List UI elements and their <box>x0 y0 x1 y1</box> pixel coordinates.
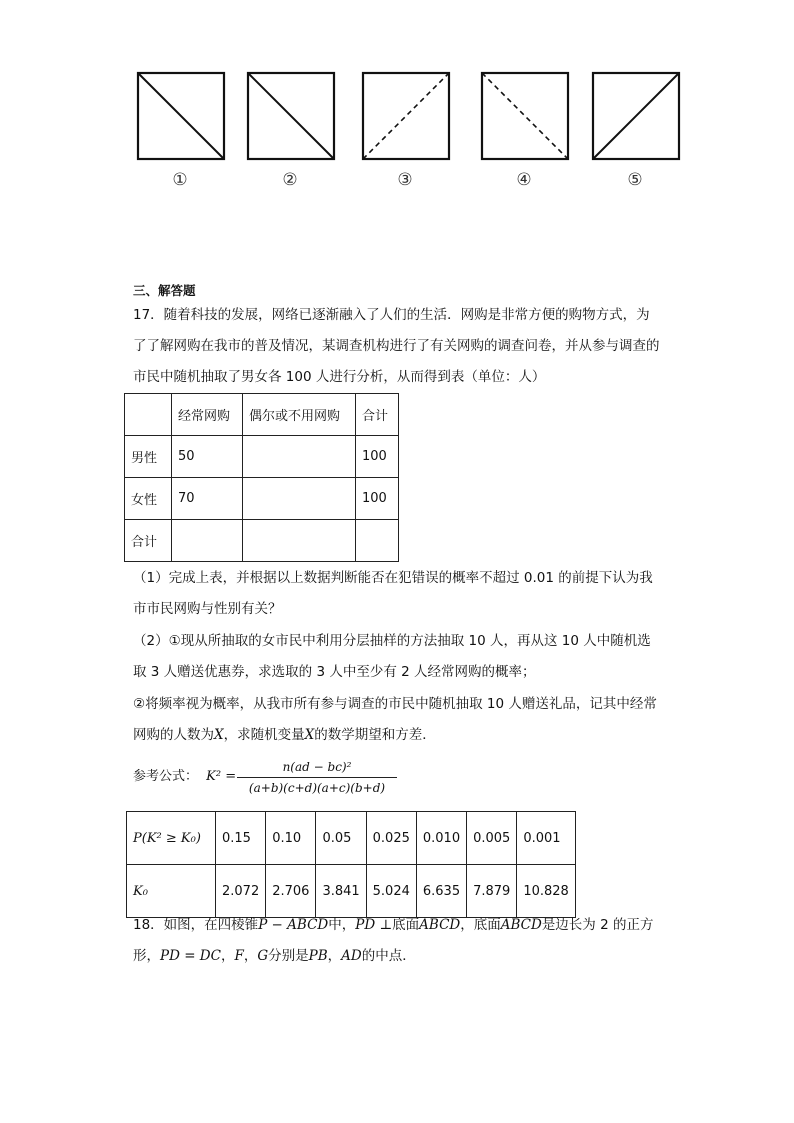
table-cell: 50 <box>172 436 243 478</box>
q18-fragment: ， <box>327 948 342 964</box>
table-cell: 2.706 <box>266 865 316 918</box>
q18-fragment: 中， <box>328 917 356 933</box>
formula-denominator: (a+b)(c+d)(a+c)(b+d) <box>248 781 386 795</box>
table-cell: 5.024 <box>366 865 416 918</box>
square-main-diagonal-solid <box>136 70 226 162</box>
square-figure-3 <box>361 70 453 190</box>
formula-fraction <box>237 760 397 795</box>
table-cell: 0.15 <box>216 812 266 865</box>
math-expr: AD <box>341 948 362 964</box>
table-cell: 3.841 <box>316 865 366 918</box>
table-cell <box>172 520 243 562</box>
row-label: K₀ <box>133 883 148 899</box>
table-row <box>127 812 576 865</box>
math-expr: ABCD <box>419 917 461 933</box>
critical-value-table <box>126 811 576 918</box>
row-label: P(K² ≥ K₀) <box>133 830 201 846</box>
figure-label: ③ <box>397 170 413 190</box>
square-figure-5 <box>591 70 683 190</box>
table-cell <box>125 394 172 436</box>
math-expr: PD ⊥ <box>355 917 393 933</box>
math-expr: PB <box>308 948 328 964</box>
table-cell: 6.635 <box>416 865 466 918</box>
formula-lhs: K² = <box>206 769 237 784</box>
table-cell: 合计 <box>125 520 172 562</box>
q18-fragment: 分别是 <box>268 948 309 964</box>
table-cell <box>243 436 356 478</box>
square-figure-2 <box>246 70 338 190</box>
math-var: F <box>234 948 244 964</box>
square-figure-1 <box>136 70 228 190</box>
survey-table <box>124 393 399 562</box>
figure-label: ④ <box>516 170 532 190</box>
table-cell: 女性 <box>125 478 172 520</box>
table-row <box>125 436 399 478</box>
table-header: 经常网购 <box>172 394 243 436</box>
table-row <box>125 394 399 436</box>
q18-fragment: 底面 <box>392 917 420 933</box>
table-cell: 10.828 <box>517 865 576 918</box>
q18-fragment: 是边长为 2 的正方形， <box>133 917 654 964</box>
q18-fragment: ，底面 <box>460 917 501 933</box>
q18-fragment: ， <box>220 948 235 964</box>
q18-fragment: 18．如图，在四棱锥 <box>133 917 259 933</box>
math-expr: PD = DC <box>160 948 221 964</box>
table-cell: 0.05 <box>316 812 366 865</box>
q18-text <box>133 910 663 972</box>
math-expr: ABCD <box>500 917 542 933</box>
square-main-diagonal-solid <box>246 70 336 162</box>
table-cell: 0.010 <box>416 812 466 865</box>
table-cell: 100 <box>356 436 399 478</box>
table-cell <box>127 812 216 865</box>
q17-part2b-text: ，求随机变量 <box>223 727 305 743</box>
q17-intro: 17．随着科技的发展，网络已逐渐融入了人们的生活．网购是非常方便的购物方式，为了了解网购在我市的普及情况，某调查机构进行了有关网购的调查问卷，并从参与调查的市民中随机抽取了男女各 100 人进行分析，从而得到表（单位：人） <box>133 307 660 385</box>
table-row <box>125 478 399 520</box>
table-header: 合计 <box>356 394 399 436</box>
table-header: 偶尔或不用网购 <box>243 394 356 436</box>
q18-fragment: 的中点． <box>361 948 416 964</box>
q18-fragment: ， <box>243 948 258 964</box>
section-title: 三、解答题 <box>133 283 196 298</box>
figure-label: ② <box>282 170 298 190</box>
table-cell: 0.10 <box>266 812 316 865</box>
table-cell: 0.005 <box>467 812 517 865</box>
reference-formula <box>133 765 236 784</box>
figure-label: ⑤ <box>627 170 643 190</box>
formula-label: 参考公式： <box>133 769 199 784</box>
table-cell: 0.025 <box>366 812 416 865</box>
q17-part1: （1）完成上表，并根据以上数据判断能否在犯错误的概率不超过 0.01 的前提下认为我市市民网购与性别有关？ <box>133 570 653 617</box>
table-cell: 70 <box>172 478 243 520</box>
table-cell: 2.072 <box>216 865 266 918</box>
math-var: X <box>304 727 315 743</box>
q17-part2b-text: 的数学期望和方差． <box>314 727 436 743</box>
q17-part2b <box>133 689 663 751</box>
square-anti-diagonal-solid <box>591 70 681 162</box>
figure-label: ① <box>172 170 188 190</box>
figure-row <box>0 70 794 200</box>
math-var: G <box>257 948 269 964</box>
table-cell <box>243 520 356 562</box>
table-cell: 100 <box>356 478 399 520</box>
formula-numerator: n(ad − bc)² <box>282 760 352 774</box>
q17-part2b-text: ②将频率视为概率，从我市所有参与调查的市民中随机抽取 10 人赠送礼品，记其中经常网购的人数为 <box>133 696 657 743</box>
table-cell <box>356 520 399 562</box>
table-row <box>125 520 399 562</box>
table-cell: 男性 <box>125 436 172 478</box>
square-main-diagonal-dashed <box>480 70 570 162</box>
square-anti-diagonal-dashed <box>361 70 451 162</box>
table-cell: 0.001 <box>517 812 576 865</box>
square-figure-4 <box>480 70 572 190</box>
math-expr: P − ABCD <box>258 917 329 933</box>
table-cell: 7.879 <box>467 865 517 918</box>
q17-part2a: （2）①现从所抽取的女市民中利用分层抽样的方法抽取 10 人，再从这 10 人中随机选取 3 人赠送优惠券，求选取的 3 人中至少有 2 人经常网购的概率； <box>133 633 651 680</box>
math-var: X <box>214 727 224 743</box>
table-cell <box>243 478 356 520</box>
